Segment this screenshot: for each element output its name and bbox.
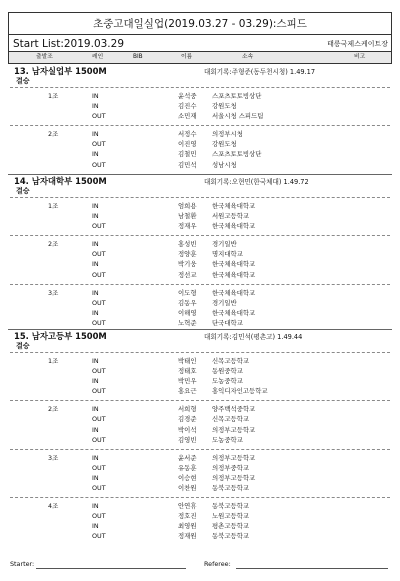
heat-label: 1조 <box>48 92 59 100</box>
start-list-date: Start List:2019.03.29 <box>13 38 124 50</box>
lane-value: IN <box>92 288 99 297</box>
lane-value: IN <box>92 260 99 269</box>
column-header-team: 소속 <box>242 54 254 60</box>
athlete-name: 박민우 <box>178 377 197 386</box>
athlete-team: 의정부시청 <box>212 130 243 139</box>
athlete-name: 박이석 <box>178 425 197 434</box>
athlete-team: 의정부고등학교 <box>212 453 256 462</box>
athlete-team: 스포츠토토빙상단 <box>212 150 262 159</box>
athlete-name: 이도형 <box>178 288 197 297</box>
event-record: 대회기록:오현민(한국체대) 1.49.72 <box>204 178 309 186</box>
athlete-name: 정양훈 <box>178 250 197 259</box>
athlete-name: 소민재 <box>178 112 197 121</box>
event-title: 13. 남자실업부 1500M <box>14 66 107 76</box>
event-divider <box>8 329 392 330</box>
lane-value: IN <box>92 202 99 210</box>
athlete-name: 최영원 <box>178 522 197 531</box>
athlete-name: 서희형 <box>178 405 197 414</box>
athlete-team: 도농중학교 <box>212 435 243 444</box>
athlete-team: 강원도청 <box>212 102 237 111</box>
lane-value: IN <box>92 377 99 386</box>
athlete-team: 동북고등학교 <box>212 502 250 511</box>
lane-value: IN <box>92 308 99 317</box>
lane-value: OUT <box>92 318 106 327</box>
athlete-team: 스포츠토토빙상단 <box>212 92 262 100</box>
lane-value: OUT <box>92 484 106 493</box>
athlete-name: 박기웅 <box>178 260 197 269</box>
lane-value: OUT <box>92 387 106 396</box>
athlete-team: 노원고등학교 <box>212 512 250 521</box>
athlete-name: 김영빈 <box>178 435 197 444</box>
signature-footer <box>8 558 392 572</box>
athlete-team: 의정부고등학교 <box>212 425 256 434</box>
entry-row <box>8 308 392 318</box>
heat-separator <box>10 87 390 88</box>
heat-separator <box>10 352 390 353</box>
start-list-sheet <box>8 6 392 578</box>
entry-row <box>8 259 392 269</box>
lane-value: IN <box>92 502 99 511</box>
entry-row <box>8 211 392 221</box>
athlete-team: 한국체육대학교 <box>212 288 256 297</box>
athlete-team: 의정부중학교 <box>212 463 250 472</box>
heat-separator <box>10 235 390 236</box>
athlete-team: 도농중학교 <box>212 377 243 386</box>
heat-label: 2조 <box>48 405 59 414</box>
heat-label: 2조 <box>48 130 59 139</box>
athlete-team: 성남시청 <box>212 160 237 169</box>
lane-value: OUT <box>92 512 106 521</box>
athlete-name: 노혁준 <box>178 318 197 327</box>
athlete-name: 엄희용 <box>178 202 197 210</box>
entry-row <box>8 129 392 139</box>
athlete-name: 김민석 <box>178 160 197 169</box>
athlete-team: 동북고등학교 <box>212 484 250 493</box>
column-header-bib: BIB <box>133 54 143 60</box>
entry-row <box>8 531 392 541</box>
heat-label: 1조 <box>48 357 59 365</box>
athlete-name: 윤서준 <box>178 453 197 462</box>
entry-row <box>8 425 392 435</box>
entry-row <box>8 249 392 259</box>
entry-row <box>8 149 392 159</box>
starter-label: Starter: <box>10 560 35 568</box>
entry-row <box>8 511 392 521</box>
athlete-team: 한국체육대학교 <box>212 222 256 231</box>
athlete-team: 평촌고등학교 <box>212 522 250 531</box>
lane-value: OUT <box>92 298 106 307</box>
lane-value: IN <box>92 240 99 249</box>
lane-value: IN <box>92 102 99 111</box>
lane-value: OUT <box>92 367 106 376</box>
referee-label: Referee: <box>204 560 231 568</box>
start-list-bar <box>8 34 392 52</box>
athlete-team: 서울시청 스피드팀 <box>212 112 264 121</box>
entry-row <box>8 483 392 493</box>
event-record: 대회기록:김민석(평촌고) 1.49.44 <box>204 333 303 341</box>
entry-row <box>8 111 392 121</box>
entry-row <box>8 521 392 531</box>
entry-row <box>8 101 392 111</box>
athlete-name: 정호진 <box>178 512 197 521</box>
entry-row <box>8 463 392 473</box>
column-header-name: 이름 <box>181 54 193 60</box>
athlete-team: 의정부고등학교 <box>212 473 256 482</box>
athlete-name: 안연휴 <box>178 502 197 511</box>
athlete-team: 서원고등학교 <box>212 212 250 221</box>
heat-label: 3조 <box>48 453 59 462</box>
entry-row <box>8 414 392 424</box>
athlete-team: 강원도청 <box>212 140 237 149</box>
lane-value: OUT <box>92 160 106 169</box>
athlete-team: 명지대학교 <box>212 250 243 259</box>
lane-value: OUT <box>92 112 106 121</box>
heat-separator <box>10 284 390 285</box>
starter-signature-line <box>36 568 186 569</box>
entry-row <box>8 366 392 376</box>
athlete-team: 경기일반 <box>212 298 237 307</box>
athlete-team: 신목고등학교 <box>212 415 250 424</box>
entry-row <box>8 435 392 445</box>
event-round: 결승 <box>16 187 30 195</box>
heat-separator <box>10 125 390 126</box>
entry-row <box>8 386 392 396</box>
entry-row <box>8 270 392 280</box>
athlete-name: 김동우 <box>178 298 197 307</box>
lane-value: IN <box>92 405 99 414</box>
athlete-name: 홍요근 <box>178 387 197 396</box>
athlete-team: 홍익디자인고등학교 <box>212 387 268 396</box>
heat-separator <box>10 497 390 498</box>
lane-value: IN <box>92 92 99 100</box>
entry-row <box>8 288 392 298</box>
athlete-name: 서정수 <box>178 130 197 139</box>
heat-label: 4조 <box>48 502 59 511</box>
entry-row <box>8 239 392 249</box>
column-header-lane: 레인 <box>92 54 104 60</box>
athlete-name: 김진수 <box>178 102 197 111</box>
athlete-name: 윤석중 <box>178 92 197 100</box>
athlete-name: 이승현 <box>178 473 197 482</box>
athlete-name: 정재원 <box>178 532 197 541</box>
athlete-team: 양주백석중학교 <box>212 405 256 414</box>
lane-value: IN <box>92 425 99 434</box>
athlete-name: 이찬원 <box>178 484 197 493</box>
venue-name: 태릉국제스케이트장 <box>327 40 388 48</box>
lane-value: IN <box>92 212 99 221</box>
heat-separator <box>10 197 390 198</box>
athlete-team: 한국체육대학교 <box>212 270 256 279</box>
referee-signature-line <box>236 568 388 569</box>
column-header-remarks: 비고 <box>354 54 366 60</box>
athlete-name: 정재우 <box>178 222 197 231</box>
entry-row <box>8 356 392 366</box>
athlete-name: 이진영 <box>178 140 197 149</box>
lane-value: OUT <box>92 415 106 424</box>
entry-row <box>8 501 392 511</box>
entry-row <box>8 473 392 483</box>
heat-separator <box>10 449 390 450</box>
entry-row <box>8 201 392 211</box>
athlete-name: 박태인 <box>178 357 197 365</box>
athlete-name: 김경준 <box>178 415 197 424</box>
heat-label: 3조 <box>48 288 59 297</box>
entry-row <box>8 139 392 149</box>
event-title: 14. 남자대학부 1500M <box>14 176 107 186</box>
document-title: 초중고대일실업(2019.03.27 - 03.29):스피드 <box>8 12 392 34</box>
lane-value: OUT <box>92 140 106 149</box>
athlete-name: 이해영 <box>178 308 197 317</box>
lane-value: OUT <box>92 250 106 259</box>
lane-value: IN <box>92 522 99 531</box>
event-round: 결승 <box>16 342 30 350</box>
lane-value: IN <box>92 130 99 139</box>
lane-value: OUT <box>92 463 106 472</box>
athlete-team: 신목고등학교 <box>212 357 250 365</box>
entry-row <box>8 91 392 101</box>
entry-row <box>8 376 392 386</box>
entry-row <box>8 318 392 328</box>
column-header-heat: 출발조 <box>36 54 53 60</box>
athlete-team: 한국체육대학교 <box>212 260 256 269</box>
athlete-name: 김철민 <box>178 150 197 159</box>
entry-row <box>8 221 392 231</box>
athlete-team: 한국체육대학교 <box>212 308 256 317</box>
lane-value: IN <box>92 150 99 159</box>
athlete-team: 한국체육대학교 <box>212 202 256 210</box>
heat-label: 1조 <box>48 202 59 210</box>
event-title: 15. 남자고등부 1500M <box>14 331 107 341</box>
athlete-team: 단국대학교 <box>212 318 243 327</box>
entry-row <box>8 453 392 463</box>
athlete-team: 동원중학교 <box>212 367 243 376</box>
heat-separator <box>10 400 390 401</box>
lane-value: OUT <box>92 532 106 541</box>
athlete-name: 유동훈 <box>178 463 197 472</box>
athlete-name: 정태호 <box>178 367 197 376</box>
athlete-name: 정선교 <box>178 270 197 279</box>
lane-value: OUT <box>92 270 106 279</box>
event-divider <box>8 174 392 175</box>
lane-value: IN <box>92 473 99 482</box>
lane-value: OUT <box>92 222 106 231</box>
heat-label: 2조 <box>48 240 59 249</box>
column-header-row <box>8 52 392 64</box>
athlete-team: 경기일반 <box>212 240 237 249</box>
entry-row <box>8 298 392 308</box>
lane-value: OUT <box>92 435 106 444</box>
athlete-name: 남철환 <box>178 212 197 221</box>
entry-row <box>8 404 392 414</box>
event-round: 결승 <box>16 77 30 85</box>
athlete-team: 동북고등학교 <box>212 532 250 541</box>
entry-row <box>8 160 392 170</box>
event-record: 대회기록:주형준(동두천시청) 1.49.17 <box>204 68 316 76</box>
lane-value: IN <box>92 357 99 365</box>
athlete-name: 홍성빈 <box>178 240 197 249</box>
lane-value: IN <box>92 453 99 462</box>
